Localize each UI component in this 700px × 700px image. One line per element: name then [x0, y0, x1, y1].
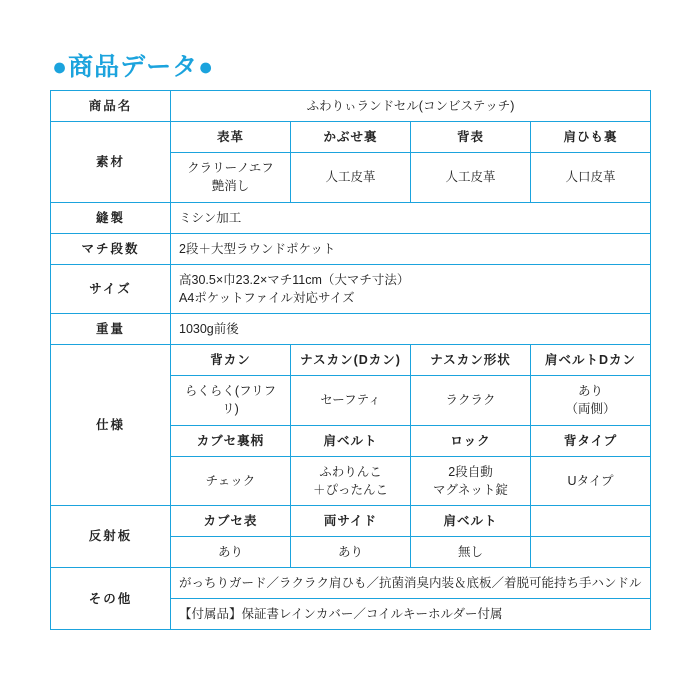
- other-line2: 【付属品】保証書レインカバー／コイルキーホルダー付属: [171, 599, 651, 630]
- spec-value1-3-line2: （両側）: [565, 402, 616, 417]
- spec-header1-3: 肩ベルトDカン: [531, 345, 651, 376]
- material-value-0-line1: クラリーノエフ: [187, 161, 274, 176]
- material-header-2: 背表: [411, 122, 531, 153]
- reflector-header-3: [531, 505, 651, 536]
- material-value-0: [171, 153, 291, 202]
- spec-value2-3: Uタイプ: [531, 456, 651, 505]
- reflector-value-3: [531, 537, 651, 568]
- other-line1: がっちりガード／ラクラク肩ひも／抗菌消臭内装＆底板／着脱可能持ち手ハンドル: [171, 568, 651, 599]
- spec-value1-2: ラクラク: [411, 376, 531, 425]
- row-value-product-name: ふわりぃランドセル(コンビステッチ): [171, 91, 651, 122]
- spec-header1-0: 背カン: [171, 345, 291, 376]
- table-row-sewing: [51, 202, 651, 233]
- material-value-3: 人口皮革: [531, 153, 651, 202]
- spec-value2-2-line2: マグネット錠: [433, 482, 508, 497]
- table-row-reflector-headers: [51, 505, 651, 536]
- table-row-material-headers: [51, 122, 651, 153]
- reflector-header-0: カブセ表: [171, 505, 291, 536]
- row-value-sewing: ミシン加工: [171, 202, 651, 233]
- spec-header2-1: 肩ベルト: [291, 425, 411, 456]
- row-label-material: 素材: [51, 122, 171, 202]
- table-row-size: [51, 264, 651, 313]
- spec-wrapper: [50, 45, 650, 630]
- spec-header2-0: カブセ裏柄: [171, 425, 291, 456]
- spec-value1-3-line1: あり: [578, 384, 604, 399]
- table-row-spec-headers-1: [51, 345, 651, 376]
- row-label-size: サイズ: [51, 264, 171, 313]
- spec-value2-1: [291, 456, 411, 505]
- row-value-weight: 1030g前後: [171, 314, 651, 345]
- spec-header1-1: ナスカン(Dカン): [291, 345, 411, 376]
- reflector-header-2: 肩ベルト: [411, 505, 531, 536]
- spec-value1-3: [531, 376, 651, 425]
- reflector-value-0: あり: [171, 537, 291, 568]
- size-line2: A4ポケットファイル対応サイズ: [179, 290, 355, 305]
- spec-value2-0: チェック: [171, 456, 291, 505]
- table-row-product-name: [51, 91, 651, 122]
- table-row-gusset: [51, 233, 651, 264]
- row-label-sewing: 縫製: [51, 202, 171, 233]
- material-value-2: 人工皮革: [411, 153, 531, 202]
- spec-value2-1-line2: ＋ぴったんこ: [312, 482, 388, 497]
- material-header-1: かぶせ裏: [291, 122, 411, 153]
- row-label-reflector: 反射板: [51, 505, 171, 567]
- page-title: ●商品データ●: [52, 53, 215, 81]
- spec-value2-1-line1: ふわりんこ: [319, 464, 382, 479]
- row-label-other: その他: [51, 568, 171, 630]
- spec-header2-2: ロック: [411, 425, 531, 456]
- spec-value1-0: らくらく(フリフリ): [171, 376, 291, 425]
- row-label-gusset: マチ段数: [51, 233, 171, 264]
- spec-value2-2: [411, 456, 531, 505]
- row-label-spec: 仕様: [51, 345, 171, 506]
- table-row-other-1: [51, 568, 651, 599]
- row-label-weight: 重量: [51, 314, 171, 345]
- material-value-0-line2: 艶消し: [211, 179, 250, 194]
- row-value-gusset: 2段＋大型ラウンドポケット: [171, 233, 651, 264]
- spec-table: [50, 90, 651, 630]
- spec-header1-2: ナスカン形状: [411, 345, 531, 376]
- spec-value2-2-line1: 2段自動: [448, 464, 493, 479]
- reflector-value-1: あり: [291, 537, 411, 568]
- row-value-size: [171, 264, 651, 313]
- table-row-weight: [51, 314, 651, 345]
- material-value-1: 人工皮革: [291, 153, 411, 202]
- row-label-product-name: 商品名: [51, 91, 171, 122]
- material-header-3: 肩ひも裏: [531, 122, 651, 153]
- material-header-0: 表革: [171, 122, 291, 153]
- reflector-value-2: 無し: [411, 537, 531, 568]
- spec-value1-1: セーフティ: [291, 376, 411, 425]
- size-line1: 高30.5×巾23.2×マチ11cm（大マチ寸法）: [179, 272, 410, 287]
- spec-header2-3: 背タイプ: [531, 425, 651, 456]
- reflector-header-1: 両サイド: [291, 505, 411, 536]
